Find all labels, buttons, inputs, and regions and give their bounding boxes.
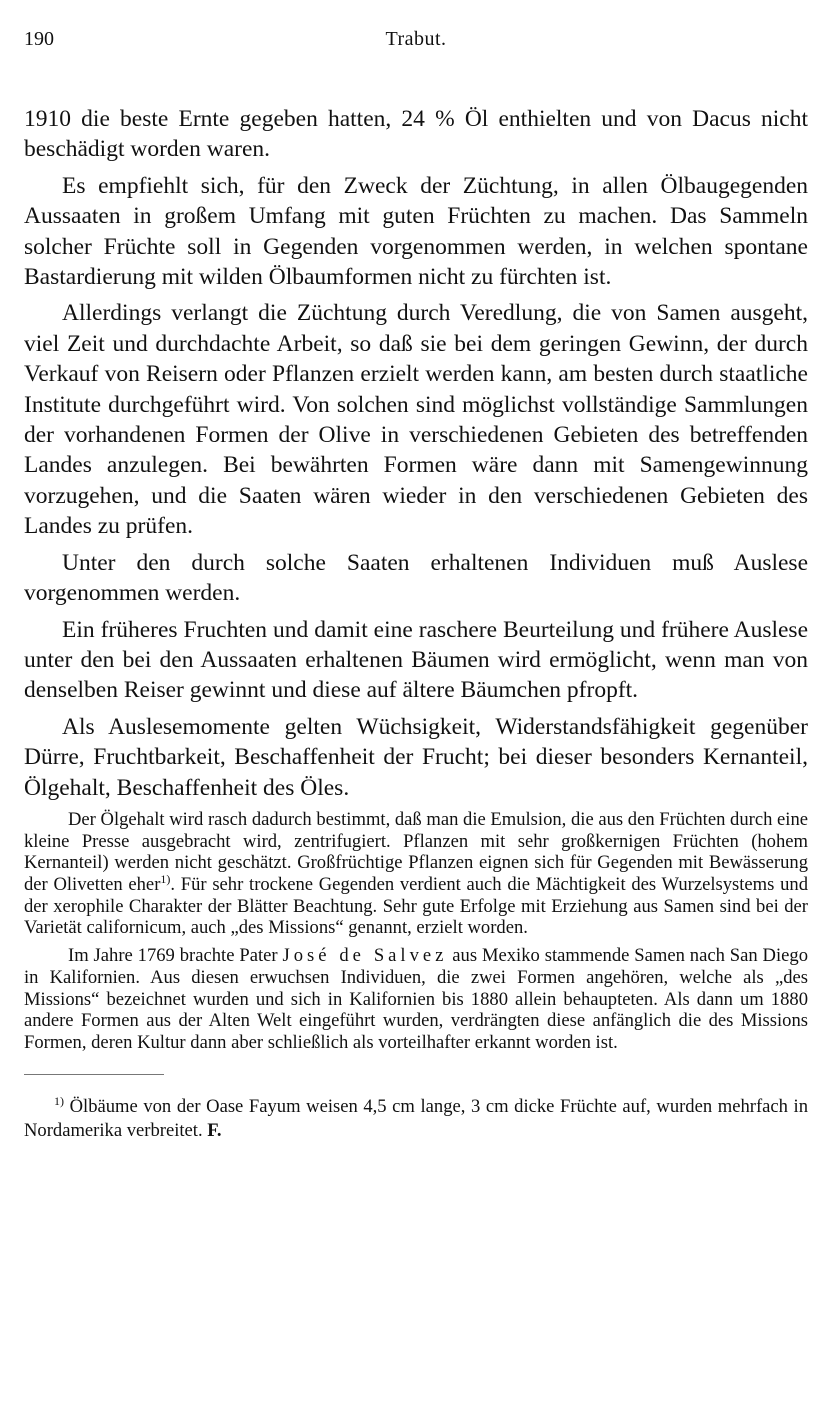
small-paragraph-1-text-b: . Für sehr trockene Gegenden verdient auch die Mächtigkeit des Wurzelsystems und der xerophile Charakter der Blätter Beachtung. Sehr gute Erfolge mit Erziehung aus Samen sind bei der Varietät californicum, auch „des Missions“ genannt, erzielt worden.	[24, 874, 808, 939]
running-header	[24, 28, 808, 56]
paragraph-4: Unter den durch solche Saaten erhaltenen Individuen muß Auslese vorgenommen werden.	[24, 549, 808, 607]
paragraph-3: Allerdings verlangt die Züchtung durch Veredlung, die von Samen ausgeht, viel Zeit und durchdachte Arbeit, so daß sie bei dem geringen Gewinn, der durch Verkauf von Reisern oder Pflanzen erzielt werden kann, am besten durch staatliche Institute durchgeführt wird. Von solchen sind möglichst vollständige Sammlungen der vorhandenen Formen der Olive in verschiedenen Gebieten des betreffenden Landes anzulegen. Bei bewährten Formen wäre dann mit Samengewinnung vorzugehen, und die Saaten wären wieder in den verschiedenen Gebieten des Landes zu prüfen.	[24, 300, 808, 540]
small-print-section	[24, 809, 808, 1054]
page-number: 190	[24, 28, 54, 50]
person-name: José de Salvez	[282, 945, 448, 967]
footnote-mark: 1)	[54, 1093, 64, 1108]
small-paragraph-oil-content	[24, 809, 808, 939]
paragraph-1: 1910 die beste Ernte gegeben hatten, 24 % Öl enthielten und von Dacus nicht beschädigt worden waren.	[24, 106, 808, 163]
paragraph-6: Als Auslesemomente gelten Wüchsigkeit, Widerstandsfähigkeit gegenüber Dürre, Fruchtbarkeit, Beschaffenheit der Frucht; bei dieser besonders Kernanteil, Ölgehalt, Beschaffenheit des Öles.	[24, 713, 808, 801]
book-page	[24, 28, 808, 1143]
footnote-signature: F.	[207, 1119, 222, 1141]
page-body	[24, 104, 808, 1143]
footnote-body: Ölbäume von der Oase Fayum weisen 4,5 cm lange, 3 cm dicke Früchte auf, wurden mehrfach in Nordamerika verbreitet.	[24, 1095, 808, 1141]
paragraph-2: Es empfiehlt sich, für den Zweck der Züchtung, in allen Ölbaugegenden Aussaaten in großem Umfang mit guten Früchten zu machen. Das Sammeln solcher Früchte soll in Gegenden vorgenommen werden, in welchen spontane Bastardierung mit wilden Ölbaumformen nicht zu fürchten ist.	[24, 172, 808, 291]
small-paragraph-2-text-b: aus Mexiko stammende Samen nach San Diego in Kalifornien. Aus diesen erwuchsen Individuen, die zwei Formen angehören, welche als „des Missions“ bezeichnet wurden und sich in Kalifornien bis 1880 allein behaupteten. Als dann um 1880 andere Formen aus der Alten Welt eingeführt wurden, verdrängten diese anfänglich die des Missions Formen, deren Kultur dann aber schließlich als vorteilhafter erkannt worden ist.	[24, 945, 808, 1053]
small-paragraph-2-text-a: Im Jahre 1769 brachte Pater	[68, 945, 278, 967]
small-paragraph-1-text-a: Der Ölgehalt wird rasch dadurch bestimmt, daß man die Emulsion, die aus den Früchten durch eine kleine Presse ausgebracht wird, zentrifugiert. Pflanzen mit sehr großkernigen Früchten (hohem Kernanteil) werden nicht geschätzt. Großfrüchtige Pflanzen eignen sich für Gegenden mit Bewässerung der Olivetten eher	[24, 808, 808, 896]
footnote	[24, 1095, 808, 1143]
footnote-reference: 1)	[160, 871, 171, 886]
footnote-divider	[24, 1074, 164, 1075]
footnote-text	[24, 1095, 808, 1143]
paragraph-5: Ein früheres Fruchten und damit eine raschere Beurteilung und frühere Auslese unter den bei den Aussaaten erhaltenen Bäumen wird ermöglicht, wenn man von denselben Reiser gewinnt und diese auf ältere Bäumchen pfropft.	[24, 616, 808, 704]
small-paragraph-history	[24, 945, 808, 1054]
main-text	[24, 104, 808, 803]
running-title: Trabut.	[385, 28, 447, 50]
